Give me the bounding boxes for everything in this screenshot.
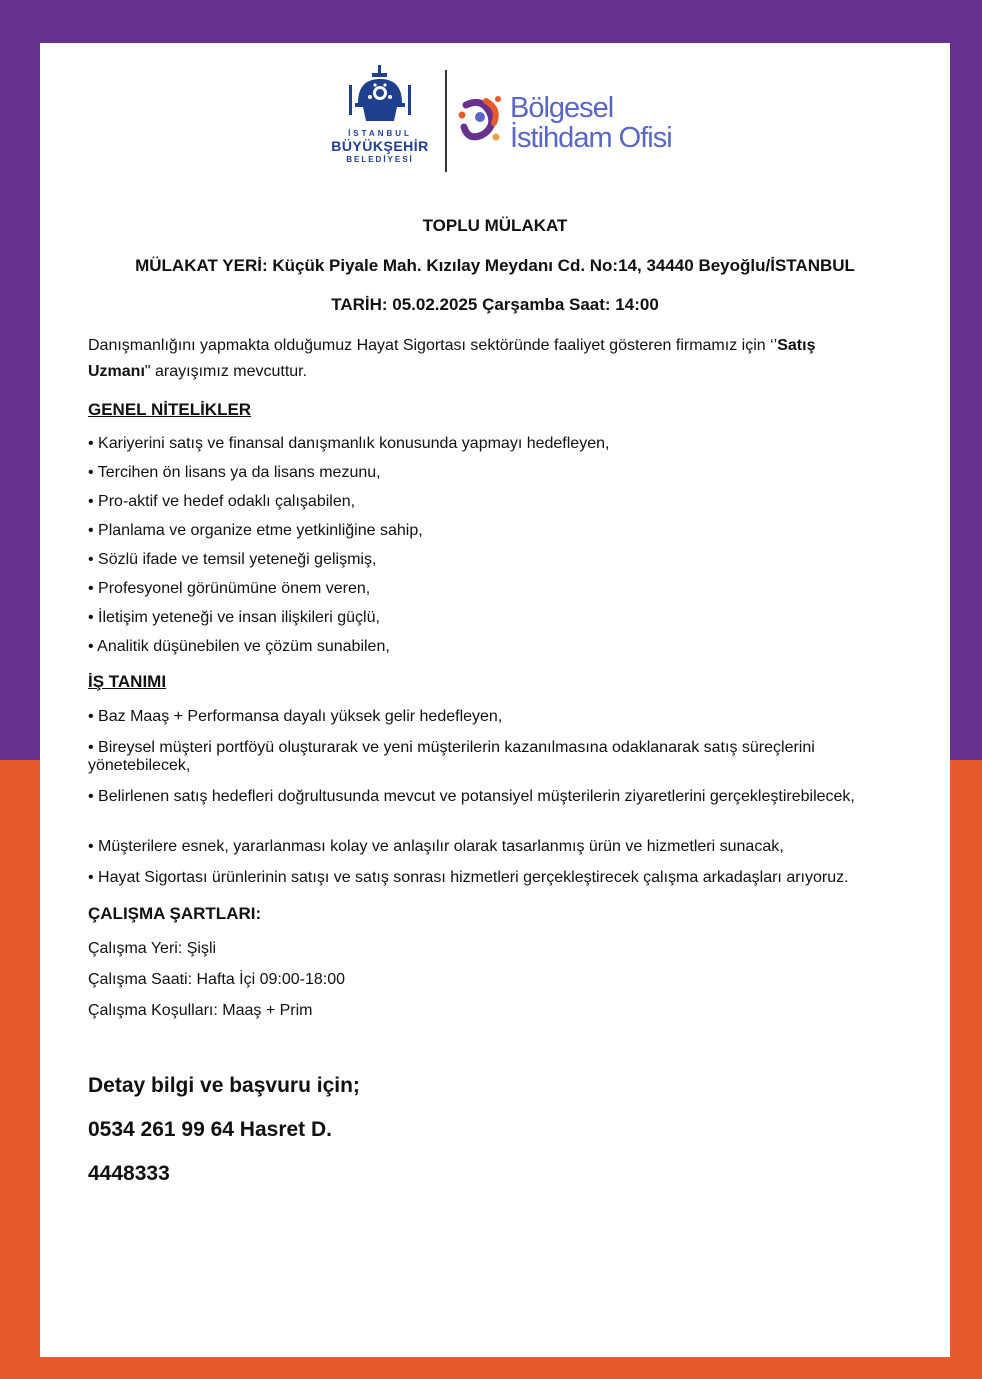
ibb-logo: [325, 63, 435, 175]
general-item: • Analitik düşünebilen ve çözüm sunabilen,: [88, 638, 390, 655]
ibb-logo-line1: İSTANBUL: [348, 129, 412, 138]
job-item: • Baz Maaş + Performansa dayalı yüksek gelir hedefleyen,: [88, 708, 503, 725]
general-item: • İletişim yeteneği ve insan ilişkileri güçlü,: [88, 609, 380, 626]
istihdam-ofisi-line1: Bölgesel: [510, 92, 614, 124]
work-terms: Çalışma Koşulları: Maaş + Prim: [88, 1002, 313, 1019]
work-conditions-title: ÇALIŞMA ŞARTLARI:: [88, 904, 262, 923]
ibb-logo-line2: BÜYÜKŞEHİR: [331, 138, 429, 154]
intro-text-after: " arayışımız mevcuttur.: [144, 363, 308, 380]
general-item: • Kariyerini satış ve finansal danışmanlık konusunda yapmayı hedefleyen,: [88, 435, 610, 452]
job-item: • Bireysel müşteri portföyü oluşturarak ve yeni müşterilerin kazanılmasına odaklanarak satış süreçlerini yönetebilecek,: [88, 739, 815, 774]
work-hours: Çalışma Saati: Hafta İçi 09:00-18:00: [88, 971, 346, 988]
logo-divider: [445, 70, 447, 172]
istihdam-ofisi-emblem-icon: [456, 91, 508, 151]
istihdam-ofisi-line2: İstihdam Ofisi: [510, 122, 672, 154]
general-item: • Pro-aktif ve hedef odaklı çalışabilen,: [88, 493, 356, 510]
contact-heading: Detay bilgi ve başvuru için;: [88, 1074, 360, 1097]
general-item: • Tercihen ön lisans ya da lisans mezunu,: [88, 464, 381, 481]
job-item: • Belirlenen satış hedefleri doğrultusunda mevcut ve potansiyel müşterilerin ziyaretlerini gerçekleştirebilecek,: [88, 788, 855, 805]
contact-phone-1: 0534 261 99 64 Hasret D.: [88, 1118, 333, 1141]
intro-position: Satış Uzmanı: [88, 337, 816, 380]
general-item: • Sözlü ifade ve temsil yeteneği gelişmiş,: [88, 551, 377, 568]
ibb-emblem-icon: [325, 63, 435, 127]
intro-paragraph: [88, 333, 868, 385]
ibb-logo-line3: BELEDİYESİ: [346, 155, 414, 164]
istihdam-ofisi-logo: [456, 87, 696, 157]
general-item: • Planlama ve organize etme yetkinliğine sahip,: [88, 522, 423, 539]
page-title: TOPLU MÜLAKAT: [422, 216, 568, 235]
flyer-page: [40, 43, 950, 1357]
job-description-title: İŞ TANIMI: [88, 672, 167, 691]
logo-row: [40, 63, 950, 175]
job-item: • Hayat Sigortası ürünlerinin satışı ve satış sonrası hizmetleri gerçekleştirecek çalışma arkadaşları arıyoruz.: [88, 869, 849, 886]
job-item: • Müşterilere esnek, yararlanması kolay ve anlaşılır olarak tasarlanmış ürün ve hizmetleri sunacak,: [88, 838, 784, 855]
contact-phone-2: 4448333: [88, 1162, 170, 1185]
general-item: • Profesyonel görünümüne önem veren,: [88, 580, 371, 597]
work-place: Çalışma Yeri: Şişli: [88, 940, 217, 957]
interview-location: MÜLAKAT YERİ: Küçük Piyale Mah. Kızılay Meydanı Cd. No:14, 34440 Beyoğlu/İSTANBUL: [135, 256, 855, 275]
interview-date: TARİH: 05.02.2025 Çarşamba Saat: 14:00: [331, 295, 659, 314]
general-qualifications-title: GENEL NİTELİKLER: [88, 400, 252, 419]
intro-text-before: Danışmanlığını yapmakta olduğumuz Hayat Sigortası sektöründe faaliyet gösteren firmamız için ‘’: [88, 337, 778, 354]
